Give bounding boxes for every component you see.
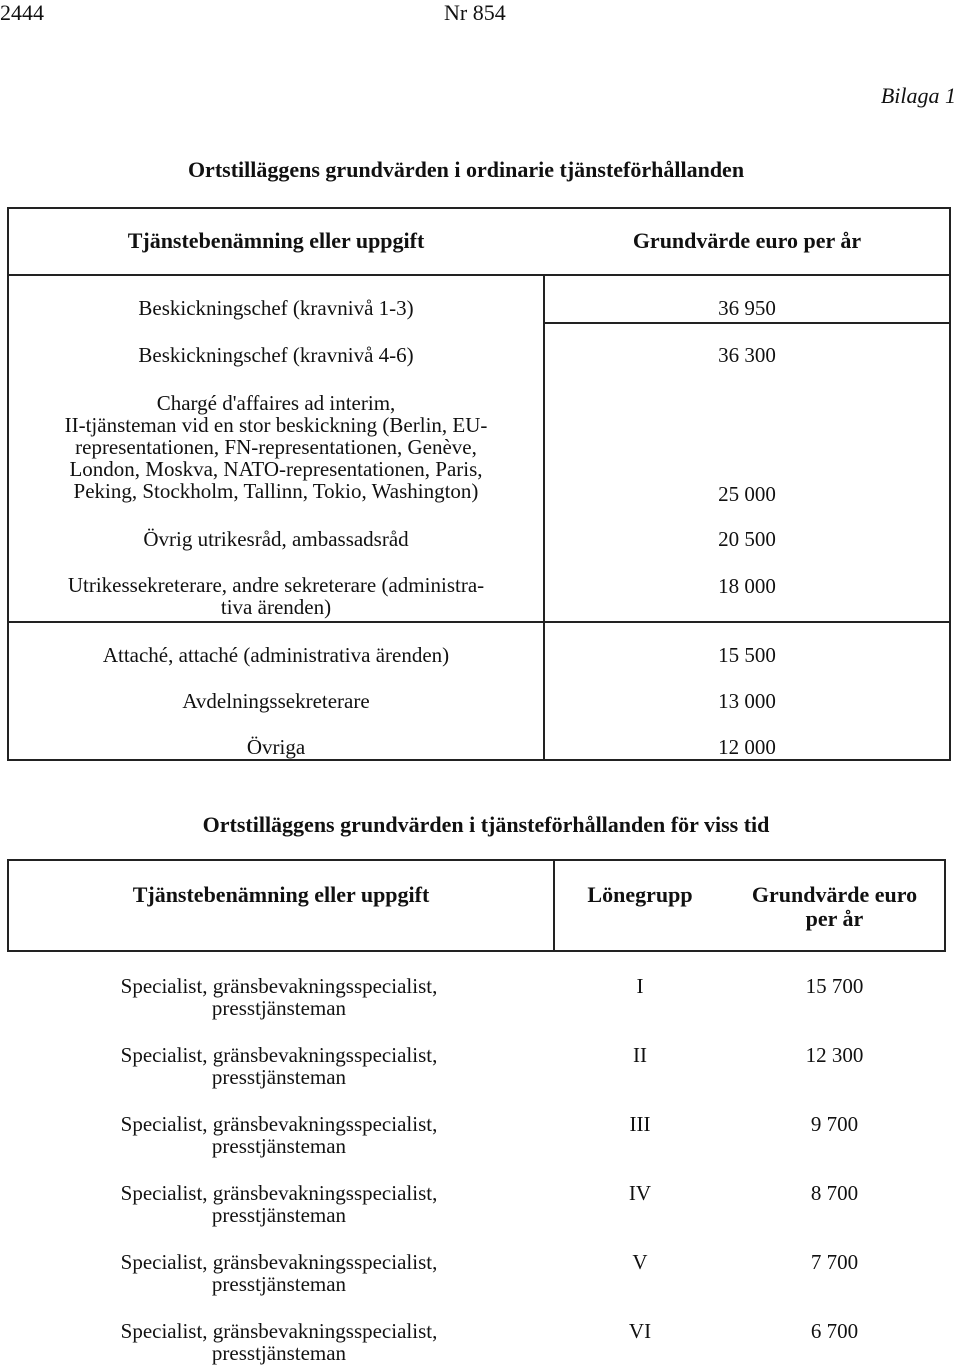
table2-row-5-group: V xyxy=(632,1250,648,1274)
table1-header-role: Tjänstebenämning eller uppgift xyxy=(127,228,425,253)
table2-row-role-line: Specialist, gränsbevakningsspecialist, xyxy=(120,1043,438,1067)
table1-row-1-role: Beskickningschef (kravnivå 1-3) xyxy=(138,296,414,320)
table2-row-3-value: 9 700 xyxy=(810,1112,859,1136)
table2-row-6-role xyxy=(9,1320,549,1364)
table2-row-5-role xyxy=(9,1251,549,1295)
appendix-label: Bilaga 1 xyxy=(880,83,956,108)
table2-row-role-line: Specialist, gränsbevakningsspecialist, xyxy=(120,974,438,998)
table2-header-value-line: per år xyxy=(805,906,864,931)
table2-row-4-value: 8 700 xyxy=(810,1181,859,1205)
table2-row-role-line: Specialist, gränsbevakningsspecialist, xyxy=(120,1250,438,1274)
table2-row-role-line: presstjänsteman xyxy=(211,1272,347,1296)
table1-row-8-role: Övriga xyxy=(246,735,306,759)
table1-border-bottom xyxy=(7,759,951,761)
table2-row-2-role xyxy=(9,1044,549,1088)
table1-row-2-role: Beskickningschef (kravnivå 4-6) xyxy=(138,343,414,367)
table2-border-top xyxy=(7,859,946,861)
table1-row-7-value: 13 000 xyxy=(718,689,776,713)
table2-title: Ortstilläggens grundvärden i tjänsteförhållanden för viss tid xyxy=(202,812,770,837)
table2-row-6-value: 6 700 xyxy=(810,1319,859,1343)
table2-header-value-line: Grundvärde euro xyxy=(751,882,918,907)
table1-row-3-role xyxy=(9,392,543,502)
table1-row-6-value: 15 500 xyxy=(718,643,776,667)
table2-row-4-group: IV xyxy=(628,1181,652,1205)
table1-col-divider xyxy=(543,276,545,761)
table1-row-7-role: Avdelningssekreterare xyxy=(182,689,370,713)
table1-header-value: Grundvärde euro per år xyxy=(632,228,862,253)
table2-row-3-group: III xyxy=(629,1112,651,1136)
table1-row-4-value: 20 500 xyxy=(718,527,776,551)
table2-row-1-value: 15 700 xyxy=(805,974,864,998)
table1-row-divider xyxy=(7,621,951,623)
table1-row-4-role: Övrig utrikesråd, ambassadsråd xyxy=(143,527,409,551)
table1-row-3-role-line: Peking, Stockholm, Tallinn, Tokio, Washington) xyxy=(73,479,479,503)
table1-border-top xyxy=(7,207,951,209)
table2-row-role-line: presstjänsteman xyxy=(211,1203,347,1227)
table2-row-role-line: Specialist, gränsbevakningsspecialist, xyxy=(120,1112,438,1136)
table2-row-role-line: presstjänsteman xyxy=(211,996,347,1020)
table2-row-5-value: 7 700 xyxy=(810,1250,859,1274)
table2-row-role-line: presstjänsteman xyxy=(211,1065,347,1089)
table1-row-3-role-line: II-tjänsteman vid en stor beskickning (Berlin, EU- xyxy=(64,413,488,437)
table2-header-group: Lönegrupp xyxy=(587,882,693,907)
table2-row-6-group: VI xyxy=(628,1319,652,1343)
table2-row-role-line: presstjänsteman xyxy=(211,1341,347,1365)
table1-row-3-role-line: representationen, FN-representationen, Genève, xyxy=(75,435,477,459)
table2-row-1-role xyxy=(9,975,549,1019)
table2-row-role-line: Specialist, gränsbevakningsspecialist, xyxy=(120,1319,438,1343)
table2-row-role-line: presstjänsteman xyxy=(211,1134,347,1158)
table2-header-role: Tjänstebenämning eller uppgift xyxy=(132,882,430,907)
table1-border-right xyxy=(949,207,951,761)
table2-row-role-line: Specialist, gränsbevakningsspecialist, xyxy=(120,1181,438,1205)
table1-row-5-role-line: Utrikessekreterare, andre sekreterare (administra- xyxy=(67,573,485,597)
table1-row-5-value: 18 000 xyxy=(718,574,776,598)
table1-row-6-role: Attaché, attaché (administrativa ärenden) xyxy=(102,643,450,667)
table2-row-2-group: II xyxy=(633,1043,647,1067)
page-number: 2444 xyxy=(0,0,44,25)
table1-row-3-role-line: London, Moskva, NATO-representationen, Paris, xyxy=(69,457,483,481)
table2-row-2-value: 12 300 xyxy=(805,1043,864,1067)
table2-border-right xyxy=(944,859,946,952)
issue-number: Nr 854 xyxy=(444,0,506,25)
table2-header-divider xyxy=(7,950,946,952)
table1-row-5-role xyxy=(9,574,543,618)
table1-subheader-divider xyxy=(543,322,951,324)
table1-row-2-value: 36 300 xyxy=(718,343,776,367)
table2-row-4-role xyxy=(9,1182,549,1226)
table2-row-3-role xyxy=(9,1113,549,1157)
table1-row-1-value: 36 950 xyxy=(718,296,776,320)
table2-row-1-group: I xyxy=(636,974,644,998)
table1-row-5-role-line: tiva ärenden) xyxy=(220,595,332,619)
table1-header-divider xyxy=(7,274,951,276)
table1-row-8-value: 12 000 xyxy=(718,735,776,759)
table1-row-3-value: 25 000 xyxy=(718,482,776,506)
table1-title: Ortstilläggens grundvärden i ordinarie tjänsteförhållanden xyxy=(187,157,745,182)
table2-header-value xyxy=(725,883,944,931)
table1-row-3-role-line: Chargé d'affaires ad interim, xyxy=(156,391,396,415)
